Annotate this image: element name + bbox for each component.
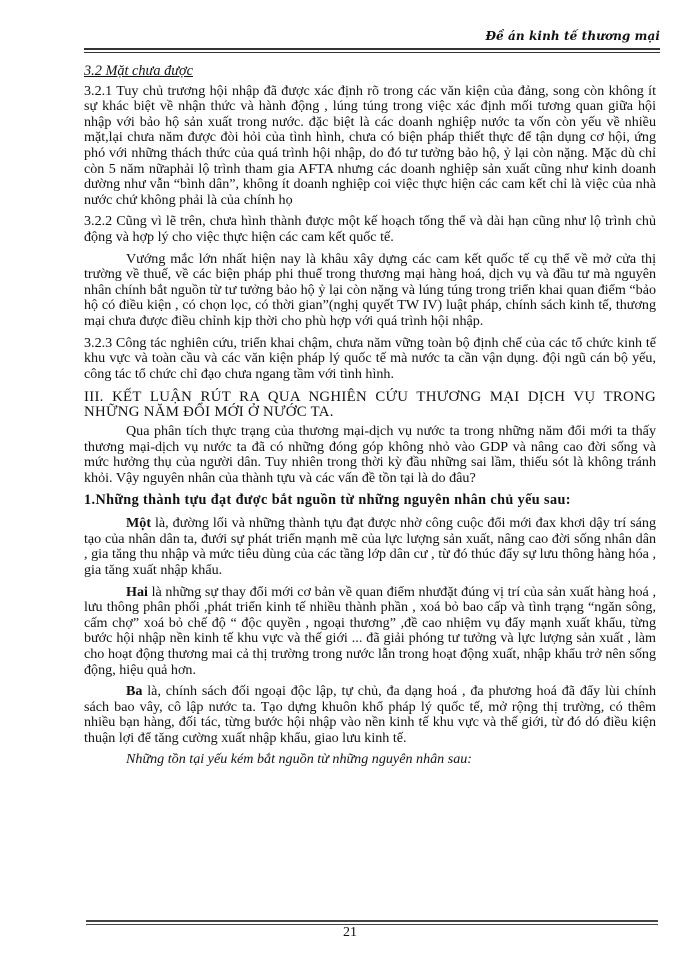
point-1-lead: Một: [126, 515, 152, 532]
paragraph-closing-italic: Những tồn tại yếu kém bắt nguồn từ những nguyên nhân sau:: [126, 751, 472, 768]
page-number: 21: [343, 925, 357, 940]
point-1-text: là, đường lối và những thành tựu đạt được nhờ công cuộc đổi mới đax khơi dậy trí sáng tạo của nhân dân ta, đưới sự phát triển mạnh mẽ của lực lượng sản xuất, nâng cao đời sống nhân dân , gia tăng thu nhập và mức tiêu dùng của các tầng lớp dân cư , từ đó thúc đẩy sự lưu thông hàng hóa , gia tăng xuất nhập khẩu.: [84, 515, 656, 578]
paragraph-3-2-2: 3.2.2 Cũng vì lẽ trên, chưa hình thành được một kế hoạch tổng thể và dài hạn cũng như lộ trình chủ động và hợp lý cho việc thực hiện các cam kết quốc tế.: [84, 213, 656, 245]
point-3-lead: Ba: [126, 683, 143, 700]
header-title: Đề án kinh tế thương mại: [485, 29, 660, 43]
paragraph-3-2-3: 3.2.3 Công tác nghiên cứu, triển khai chậm, chưa năm vững toàn bộ định chế của các tổ chức kinh tế khu vực và toàn cầu và các văn kiện pháp lý quốc tế mà nước ta cần vận dụng. đội ngũ cán bộ yếu, công tác tổ chức chỉ đạo chưa ngang tầm với tình hình.: [84, 334, 656, 382]
paragraph-3-2-1: 3.2.1 Tuy chủ trương hội nhập đã được xác định rõ trong các văn kiện của đảng, song còn không ít sự khác biệt về nhận thức và hành động , lúng túng trong việc xác định mối tương quan giữa hội nhập với bảo hộ sản xuất trong nước. đặc biệt là các doanh nghiệp nước ta vốn còn yếu về nhiều mặt,lại chưa năm được đòi hỏi của tình hình, chưa có biện pháp thiết thực để tận dụng cơ hội, ứng phó với những thách thức của quá trình hội nhập, do đó tư tưởng bảo hộ, ỷ lại còn nặng. Mặc dù chỉ còn 5 năm nữaphải lộ trình tham gia AFTA nhưng các doanh nghiệp sản xuất cũng như kinh doanh dường như vẫn “bình dân”, không ít doanh nghiệp coi việc thực hiện các cam kết chỉ là việc của nhà nước chứ không phải là của chính họ: [84, 82, 656, 208]
point-2-lead: Hai: [126, 583, 148, 600]
document-body: [84, 58, 656, 774]
subheading-achievements: 1.Những thành tựu đạt được bắt nguồn từ những nguyên nhân chủ yếu sau:: [84, 491, 571, 508]
header-rule: [84, 48, 660, 53]
point-3-text: là, chính sách đối ngoại độc lập, tự chủ, đa dạng hoá , đa phương hoá đã đẩy lùi chính sách bao vây, cô lập nước ta. Tạo dựng khuôn khổ pháp lý quốc tế, mở rộng thị trường, có thêm nhiều bạn hàng, đối tác, từng bước hội nhập vào nền kinh tế khu vực và thế giới, từ đó dó điều kiện thuận lợi để tăng cường xuất nhập khẩu, giao lưu kinh tế.: [84, 683, 656, 746]
section-heading-III: III. KẾT LUẬN RÚT RA QUA NGHIÊN CỨU THƯƠNG MẠI DỊCH VỤ TRONG NHỮNG NĂM ĐỔI MỚI Ở NƯỚC TA.: [84, 389, 656, 421]
paragraph-point-3: [84, 684, 656, 746]
page-header: [84, 26, 660, 48]
point-2-text: là những sự thay đổi mới cơ bản về quan điểm nhưđặt đúng vị trí của sản xuất hàng hoá , lưu thông phân phối ,phát triển kinh tế nhiều thành phần , xoá bỏ bao cấp và tình trạng “ngăn sông, cấm chợ” xoá bỏ chế độ “ độc quyền , ngoại thương” ,đề cao nhiệm vụ đẩy mạnh xuất khẩu, từng bước hội nhập nền kinh tế khu vực và thế giới ... đã giải phóng tư tưởng và lực lượng sản xuất , làm cho hoạt động thương mai cả thị trường trong nước lẫn trong hoạt động xuất, nhập khẩu trở nên sống động, hiệu quả hơn.: [84, 583, 656, 678]
paragraph-point-2: [84, 585, 656, 679]
paragraph-intro: Qua phân tích thực trạng của thương mại-dịch vụ nước ta trong những năm đổi mới ta thấy thương mại-dịch vụ nước ta đã có những đóng góp không nhỏ vào GDP và nâng cao đời sống và mức hưởng thụ của người dân. Tuy nhiên trong thời kỳ đầu những sai lầm, thiếu sót là không tránh khỏi. Vậy nguyên nhân của thành tựu và các vấn đề tồn tại là do đâu?: [84, 423, 656, 487]
section-title-3-2: 3.2 Mặt chưa được: [84, 63, 193, 79]
paragraph-point-1: [84, 516, 656, 578]
paragraph-vuong-mac: Vướng mắc lớn nhất hiện nay là khâu xây dựng các cam kết quốc tế cụ thể về mở cửa thị trường về thuế, về các biện pháp phi thuế trong thương mại hàng hoá, dịch vụ và đầu tư mà nguyên nhân chính bắt nguồn từ tư tưởng bảo hộ ỷ lại còn nặng và lúng túng trong triển khai quan điểm “bảo hộ có điều kiện , có chọn lọc, có thời gian”(nghị quyết TW IV) luật pháp, chính sách kinh tế, thương mại chưa được điều chỉnh kịp thời cho phù hợp với quá trình hội nhập.: [84, 250, 656, 329]
